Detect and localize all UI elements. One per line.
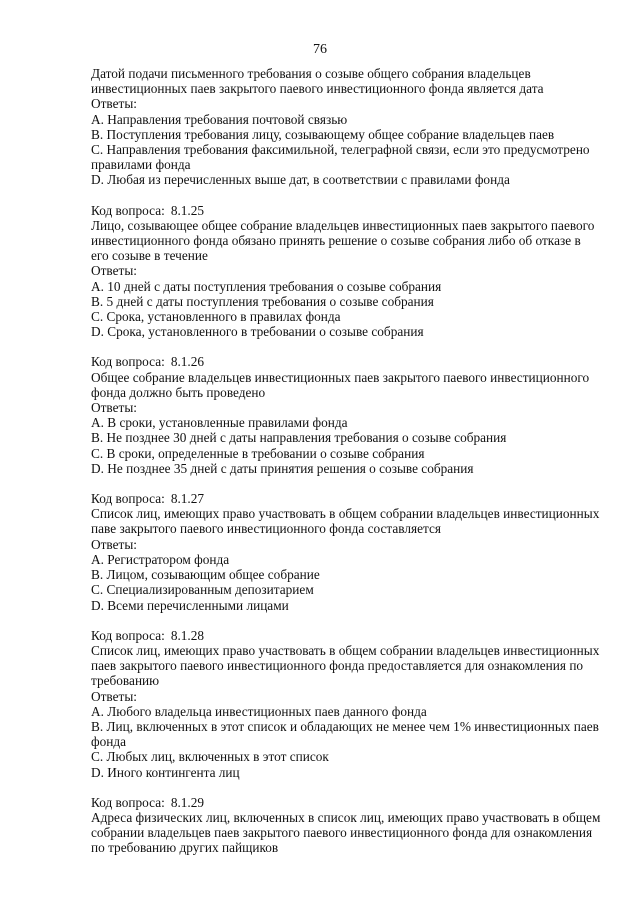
- answer-option-b: B. Поступления требования лицу, созывающему общее собрание владельцев паев: [91, 126, 555, 142]
- question-code-label: Код вопроса:: [91, 354, 165, 370]
- question-text: Адреса физических лиц, включенных в список лиц, имеющих право участвовать в общем собрании владельцев паев закрытого паевого инвестиционного фонда для ознакомления по требованию других пайщиков: [91, 809, 604, 856]
- answer-option-c: C. В сроки, определенные в требовании о созыве собрания: [91, 445, 425, 461]
- answer-option-b: B. Не позднее 30 дней с даты направления требования о созыве собрания: [91, 430, 507, 446]
- answer-option-d: D. Любая из перечисленных выше дат, в соответствии с правилами фонда: [91, 172, 510, 188]
- question-text: Лицо, созывающее общее собрание владельцев инвестиционных паев закрытого паевого инвестиционного фонда обязано принять решение о созыве собрания либо об отказе в его созыве в течение: [91, 217, 598, 264]
- answers-label: Ответы:: [91, 688, 137, 704]
- page-number: 76: [313, 42, 327, 57]
- question-list: [91, 66, 604, 856]
- question-block: [91, 203, 601, 340]
- question-code-number: 8.1.28: [170, 627, 205, 643]
- question-code-number: 8.1.25: [170, 202, 205, 218]
- question-text: Список лиц, имеющих право участвовать в общем собрании владельцев инвестиционных паве закрытого паевого инвестиционного фонда составляется: [91, 506, 603, 537]
- answer-option-b: B. Лиц, включенных в этот список и обладающих не менее чем 1% инвестиционных паев фонда: [91, 718, 603, 750]
- question-code-number: 8.1.27: [170, 491, 205, 507]
- question-code: [91, 491, 601, 506]
- answers-label: Ответы:: [91, 400, 137, 416]
- answer-option-d: D. Срока, установленного в требовании о созыве собрания: [91, 324, 424, 340]
- question-text: Датой подачи письменного требования о созыве общего собрания владельцев инвестиционных паев закрытого паевого инвестиционного фонда является дата: [91, 66, 544, 97]
- answer-option-a: A. 10 дней с даты поступления требования о созыве собрания: [91, 278, 442, 294]
- answer-option-c: C. Направления требования факсимильной, телеграфной связи, если это предусмотрено правилами фонда: [91, 142, 593, 173]
- answers-label: Ответы:: [91, 96, 137, 112]
- answers-label: Ответы:: [91, 263, 137, 279]
- answer-option-b: B. Лицом, созывающим общее собрание: [91, 567, 320, 583]
- question-code: [91, 354, 601, 369]
- question-block: [91, 66, 601, 188]
- question-text: Список лиц, имеющих право участвовать в общем собрании владельцев инвестиционных паев закрытого паевого инвестиционного фонда предоставляется для ознакомления по требованию: [91, 642, 603, 689]
- question-code-number: 8.1.26: [170, 354, 205, 370]
- question-code-number: 8.1.29: [170, 794, 205, 810]
- answer-option-a: A. Любого владельца инвестиционных паев данного фонда: [91, 703, 427, 719]
- question-block: [91, 794, 604, 856]
- answer-option-a: A. В сроки, установленные правилами фонда: [91, 415, 348, 431]
- question-code-label: Код вопроса:: [91, 491, 165, 507]
- answer-option-c: C. Срока, установленного в правилах фонда: [91, 309, 341, 325]
- question-code-label: Код вопроса:: [91, 202, 165, 218]
- question-block: [91, 491, 601, 613]
- question-text: Общее собрание владельцев инвестиционных паев закрытого паевого инвестиционного фонда должно быть проведено: [91, 369, 593, 400]
- answer-option-d: D. Всеми перечисленными лицами: [91, 597, 289, 613]
- question-code: [91, 795, 601, 810]
- answer-option-d: D. Не позднее 35 дней с даты принятия решения о созыве собрания: [91, 460, 474, 476]
- question-code: [91, 203, 601, 218]
- question-block: [91, 628, 601, 780]
- answer-option-a: A. Направления требования почтовой связью: [91, 111, 348, 127]
- answer-option-c: C. Специализированным депозитарием: [91, 582, 314, 598]
- answers-label: Ответы:: [91, 536, 137, 552]
- question-code-label: Код вопроса:: [91, 627, 165, 643]
- answer-option-a: A. Регистратором фонда: [91, 551, 230, 567]
- question-code-label: Код вопроса:: [91, 794, 165, 810]
- answer-option-d: D. Иного контингента лиц: [91, 764, 240, 780]
- answer-option-c: C. Любых лиц, включенных в этот список: [91, 749, 329, 765]
- question-code: [91, 628, 601, 643]
- question-block: [91, 354, 601, 476]
- answer-option-b: B. 5 дней с даты поступления требования о созыве собрания: [91, 293, 434, 309]
